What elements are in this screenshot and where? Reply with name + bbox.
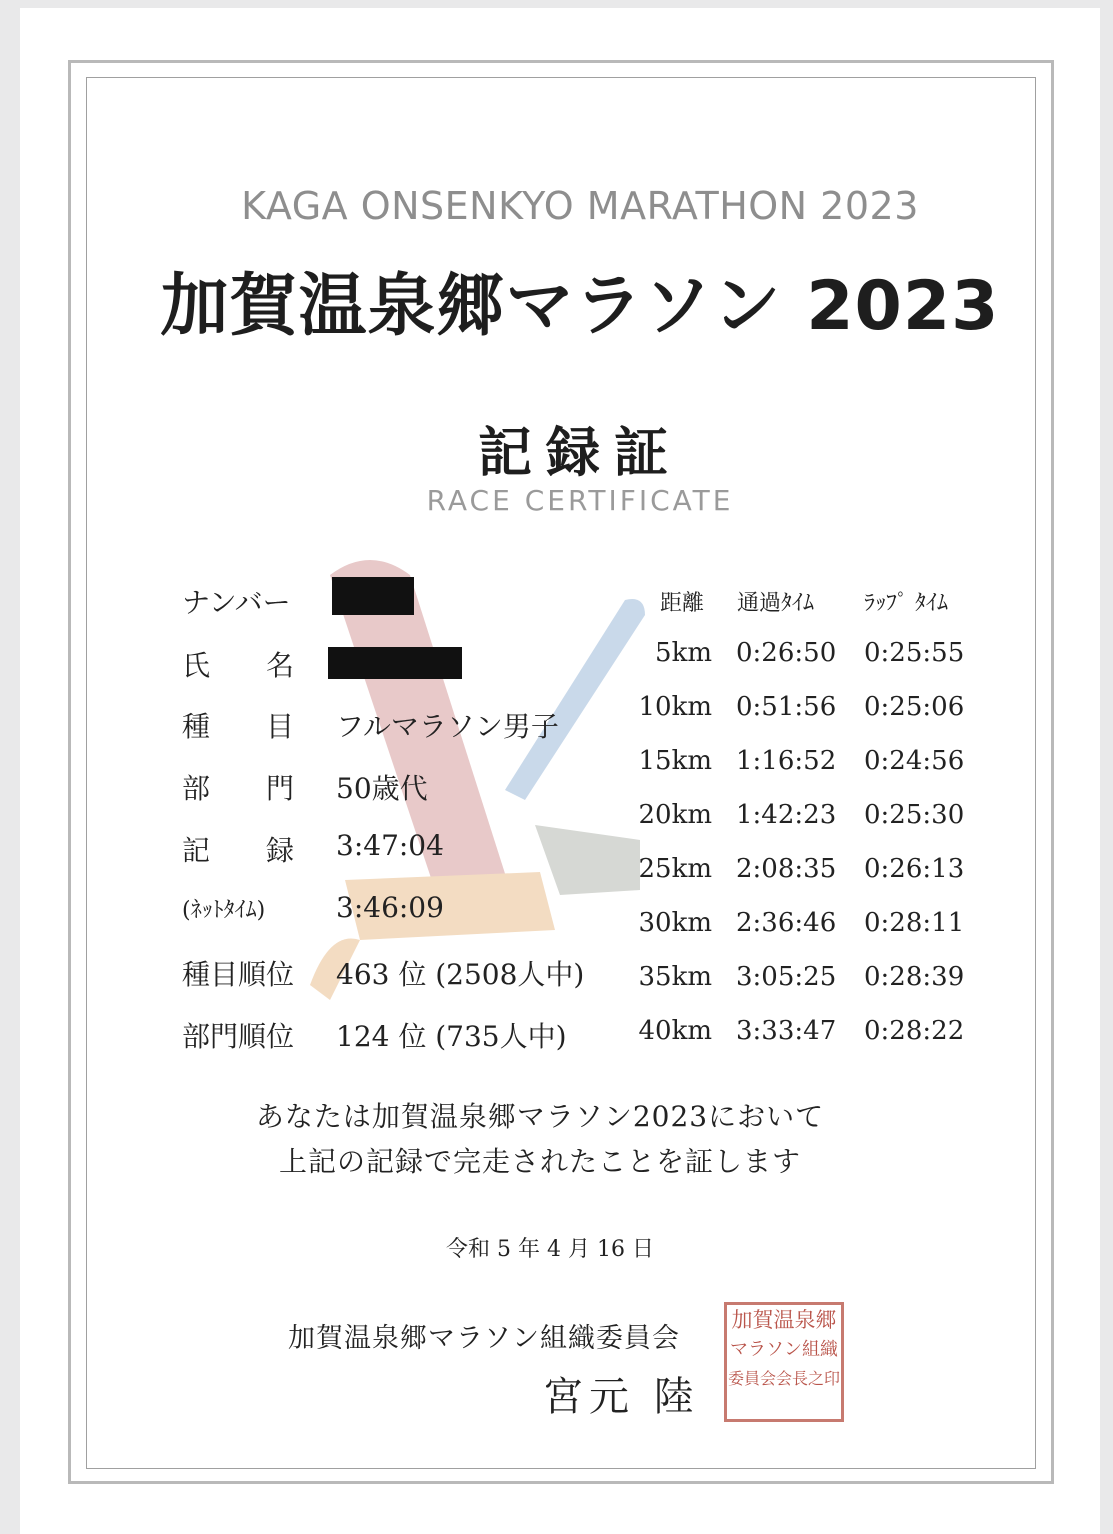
- split-distance: 20km: [638, 800, 712, 830]
- label-name: 氏 名: [182, 649, 295, 682]
- certificate-subheading: RACE CERTIFICATE: [426, 484, 734, 517]
- split-lap-time: 0:26:13: [864, 854, 965, 884]
- value-event-rank: 463 位 (2508人中): [336, 958, 585, 991]
- certificate-heading: 記録証: [478, 420, 682, 484]
- label-division: 部 門: [182, 772, 295, 805]
- split-pass-time: 0:26:50: [736, 638, 837, 668]
- split-distance: 30km: [638, 908, 712, 938]
- value-event: フルマラソン男子: [336, 710, 559, 743]
- split-lap-time: 0:28:11: [864, 908, 965, 938]
- seal-line: 委員会会長之印: [727, 1369, 840, 1388]
- split-distance: 25km: [638, 854, 712, 884]
- split-lap-time: 0:28:39: [864, 962, 965, 992]
- organizer-name: 加賀温泉郷マラソン組織委員会: [288, 1323, 680, 1354]
- value-record: 3:47:04: [336, 829, 444, 862]
- split-distance: 40km: [638, 1016, 712, 1046]
- split-header-distance: 距離: [660, 591, 705, 616]
- title-english: KAGA ONSENKYO MARATHON 2023: [241, 184, 919, 228]
- split-distance: 35km: [638, 962, 712, 992]
- title-japanese: 加賀温泉郷マラソン 2023: [160, 267, 1000, 346]
- seal-line: マラソン組織: [730, 1339, 838, 1360]
- split-lap-time: 0:25:55: [864, 638, 965, 668]
- label-record: 記 録: [182, 834, 295, 867]
- value-division: 50歳代: [336, 772, 428, 805]
- split-pass-time: 3:05:25: [736, 962, 837, 992]
- split-pass-time: 3:33:47: [736, 1016, 837, 1046]
- split-lap-time: 0:25:30: [864, 800, 965, 830]
- statement-line-2: 上記の記録で完走されたことを証します: [278, 1145, 801, 1178]
- value-division-rank: 124 位 (735人中): [336, 1020, 567, 1053]
- statement-line-1: あなたは加賀温泉郷マラソン2023において: [255, 1100, 825, 1133]
- official-seal: [724, 1302, 844, 1422]
- split-header-passing-time: 通過ﾀｲﾑ: [737, 591, 815, 616]
- split-pass-time: 2:08:35: [736, 854, 837, 884]
- label-division-rank: 部門順位: [182, 1020, 295, 1053]
- label-event-rank: 種目順位: [182, 958, 295, 991]
- split-pass-time: 1:16:52: [736, 746, 837, 776]
- split-header-lap-time: ﾗｯﾌﾟ ﾀｲﾑ: [864, 591, 948, 616]
- label-bib-number: ナンバー: [182, 586, 291, 619]
- split-distance: 15km: [638, 746, 712, 776]
- split-lap-time: 0:25:06: [864, 692, 965, 722]
- issue-date: 令和 5 年 4 月 16 日: [446, 1237, 654, 1262]
- label-event: 種 目: [182, 710, 295, 743]
- redaction-bib: [332, 577, 414, 615]
- chairperson-name: 宮元 陸: [543, 1374, 700, 1420]
- split-pass-time: 1:42:23: [736, 800, 837, 830]
- split-pass-time: 0:51:56: [736, 692, 837, 722]
- split-distance: 5km: [655, 638, 712, 668]
- split-distance: 10km: [638, 692, 712, 722]
- label-net-time: (ﾈｯﾄﾀｲﾑ): [182, 898, 266, 923]
- value-net-time: 3:46:09: [336, 891, 444, 924]
- split-lap-time: 0:24:56: [864, 746, 965, 776]
- split-lap-time: 0:28:22: [864, 1016, 965, 1046]
- seal-line: 加賀温泉郷: [731, 1308, 837, 1332]
- split-pass-time: 2:36:46: [736, 908, 837, 938]
- redaction-name: [328, 647, 462, 679]
